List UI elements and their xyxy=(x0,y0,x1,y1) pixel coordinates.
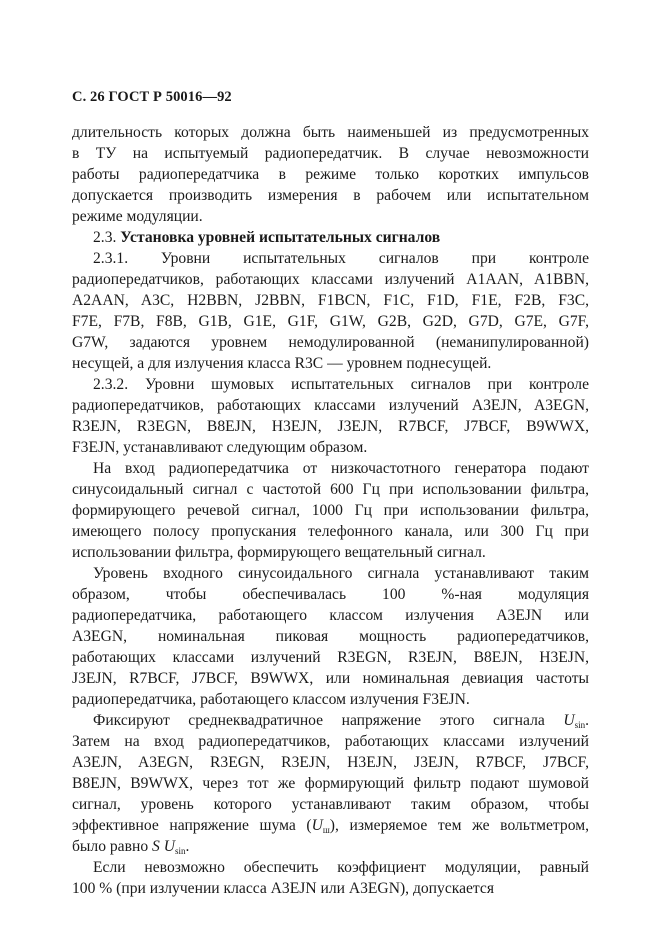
text-line: 2.3.2. Уровни шумовых испытательных сигналов при контроле xyxy=(93,376,589,393)
section-heading xyxy=(93,228,589,248)
text-line: B8EJN, B9WWX, через тот же формирующий фильтр подают шумовой xyxy=(72,775,589,792)
subscript: sin xyxy=(574,720,586,730)
text-line: A2AAN, A3C, H2BBN, J2BBN, F1BCN, F1C, F1D, F1E, F2B, F3C, xyxy=(72,292,589,309)
text-line: образом, чтобы обеспечивалась 100 %-ная модуляция xyxy=(72,586,589,603)
page-header: С. 26 ГОСТ Р 50016—92 xyxy=(72,89,232,105)
text-line: в ТУ на испытуемый радиопередатчик. В случае невозможности xyxy=(72,145,589,162)
text-fragment: было равно xyxy=(72,838,153,855)
text-line: несущей, а для излучения класса R3C — уровнем поднесущей. xyxy=(72,355,492,372)
subscript: ш xyxy=(322,825,330,835)
text-line: режиме модуляции. xyxy=(72,208,203,225)
text-line: имеющего полосу пропускания телефонного канала, или 300 Гц при xyxy=(72,523,589,540)
text-line: J3EJN, R7BCF, J7BCF, B9WWX, или номинальная девиация частоты xyxy=(72,670,589,687)
text-line: радиопередатчика, работающего классом излучения F3EJN. xyxy=(72,691,470,708)
text-line: длительность которых должна быть наименьшей из предусмотренных xyxy=(72,124,589,141)
text-line: F3EJN, устанавливают следующим образом. xyxy=(72,439,368,456)
text-line-with-formula xyxy=(72,816,589,836)
text-line: F7E, F7B, F8B, G1B, G1E, G1F, G1W, G2B, G2D, G7D, G7E, G7F, xyxy=(72,313,589,330)
section-title: Установка уровней испытательных сигналов xyxy=(120,229,441,246)
text-line-with-formula xyxy=(72,837,589,857)
text-line-with-formula xyxy=(93,711,589,731)
text-line: допускается производить измерения в рабочем или испытательном xyxy=(72,187,589,204)
text-line: A3EJN, A3EGN, R3EGN, R3EJN, H3EJN, J3EJN, R7BCF, J7BCF, xyxy=(72,754,589,771)
text-line: 100 % (при излучении класса A3EJN или A3EGN), допускается xyxy=(72,880,495,897)
voltage-symbol: U xyxy=(311,817,323,834)
text-line: радиопередатчиков, работающих классами излучений A1AAN, A1BBN, xyxy=(72,271,589,288)
text-line: использовании фильтра, формирующего вещательный сигнал. xyxy=(72,544,486,561)
text-fragment: Фиксируют среднеквадратичное напряжение этого сигнала xyxy=(93,712,545,729)
subscript: sin xyxy=(174,846,186,856)
text-line: G7W, задаются уровнем немодулированной (неманипулированной) xyxy=(72,334,589,351)
text-line: A3EGN, номинальная пиковая мощность радиопередатчиков, xyxy=(72,628,589,645)
coefficient-symbol: S xyxy=(152,838,160,855)
text-line: синусоидальный сигнал с частотой 600 Гц при использовании фильтра, xyxy=(72,481,589,498)
text-line: работы радиопередатчика в режиме только коротких импульсов xyxy=(72,166,589,183)
text-line: радиопередатчика, работающего классом излучения A3EJN или xyxy=(72,607,589,624)
text-fragment: ), измеряемое тем же вольтметром, xyxy=(329,817,590,834)
text-line: R3EJN, R3EGN, B8EJN, H3EJN, J3EJN, R7BCF, J7BCF, B9WWX, xyxy=(72,418,589,435)
text-line: работающих классами излучений R3EGN, R3EJN, B8EJN, H3EJN, xyxy=(72,649,589,666)
text-line: Если невозможно обеспечить коэффициент модуляции, равный xyxy=(93,859,589,876)
punctuation: . xyxy=(585,712,589,729)
text-line: формирующего речевой сигнал, 1000 Гц при использовании фильтра, xyxy=(72,502,589,519)
voltage-symbol: U xyxy=(163,838,175,855)
text-fragment: эффективное напряжение шума ( xyxy=(72,817,312,834)
punctuation: . xyxy=(185,838,190,855)
text-line: 2.3.1. Уровни испытательных сигналов при контроле xyxy=(93,250,589,267)
text-line: сигнал, уровень которого устанавливают таким образом, чтобы xyxy=(72,796,589,813)
voltage-symbol: U xyxy=(563,712,575,729)
text-line: Уровень входного синусоидального сигнала устанавливают таким xyxy=(93,565,589,582)
text-line: Затем на вход радиопередатчиков, работающих классами излучений xyxy=(72,733,589,750)
section-number: 2.3. xyxy=(93,229,117,246)
text-line: радиопередатчиков, работающих классами излучений A3EJN, A3EGN, xyxy=(72,397,589,414)
text-line: На вход радиопередатчика от низкочастотного генератора подают xyxy=(93,460,589,477)
